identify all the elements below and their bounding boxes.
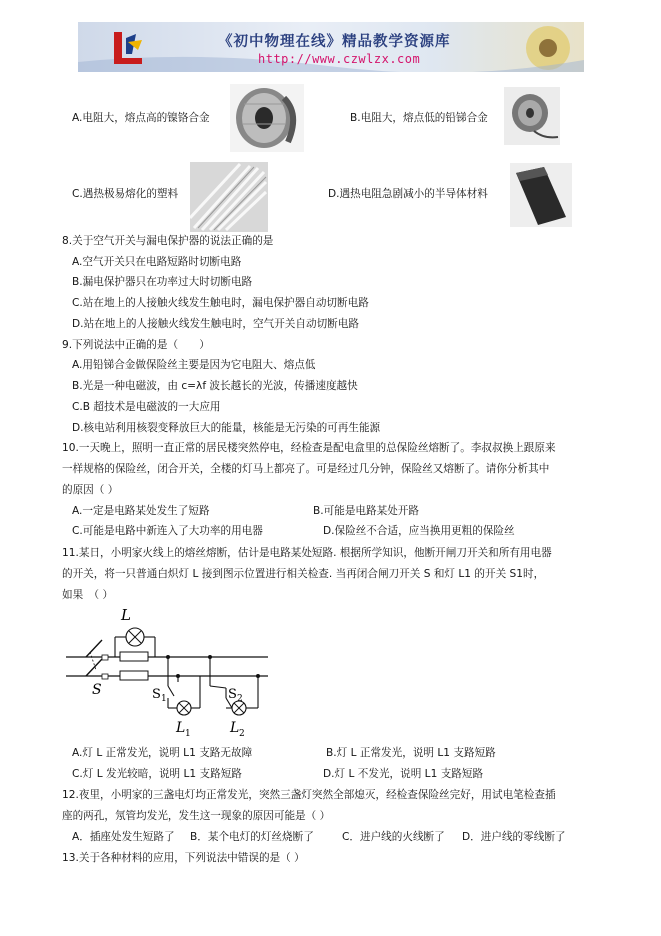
q8-option-b: B.漏电保护器只在功率过大时切断电路 xyxy=(72,276,253,288)
q10-option-c: C.可能是电路中新连入了大功率的用电器 xyxy=(72,525,263,537)
q7-option-a: A.电阻大，熔点高的镍铬合金 xyxy=(72,112,210,124)
semiconductor-block-photo xyxy=(510,163,572,227)
q7-option-d: D.遇热电阻急剧减小的半导体材料 xyxy=(328,188,488,200)
q11-option-c: C.灯 L 发光较暗，说明 L1 支路短路 xyxy=(72,768,242,780)
banner-url[interactable]: http://www.czwlzx.com xyxy=(258,52,421,66)
switch-s1 xyxy=(168,686,174,696)
q13-stem: 13.关于各种材料的应用，下列说法中错误的是（ ） xyxy=(62,852,305,864)
label-s: S xyxy=(92,682,102,698)
label-l2: L xyxy=(230,720,240,736)
q8-option-a: A.空气开关只在电路短路时切断电路 xyxy=(72,256,242,268)
q8-option-c: C.站在地上的人接触火线发生触电时，漏电保护器自动切断电路 xyxy=(72,297,369,309)
label-s1-sub: 1 xyxy=(161,694,167,704)
q12-option-d: D．进户线的零线断了 xyxy=(462,831,566,843)
q11-option-d: D.灯 L 不发光，说明 L1 支路短路 xyxy=(323,768,484,780)
label-s2: S xyxy=(228,687,237,702)
q10-option-a: A.一定是电路某处发生了短路 xyxy=(72,505,210,517)
q9-stem: 9.下列说法中正确的是（ ） xyxy=(62,339,210,351)
q12-stem-line2: 座的两孔，氖管均发光，发生这一现象的原因可能是（ ） xyxy=(62,810,331,822)
q9-option-d: D.核电站利用核裂变释放巨大的能量，核能是无污染的可再生能源 xyxy=(72,422,381,434)
fuse-neutral xyxy=(120,671,148,680)
q11-stem-line2: 的开关，将一只普通白炽灯 L 接到图示位置进行相关检查. 当再闭合闸刀开关 S 和灯 L1 的开关 S1时， xyxy=(62,568,545,580)
label-s1: S xyxy=(152,687,161,702)
q9-option-b: B.光是一种电磁波，由 c=λf 波长越长的光波，传播速度越快 xyxy=(72,380,358,392)
q10-stem-line3: 的原因（ ） xyxy=(62,484,119,496)
q10-stem-line2: 一样规格的保险丝，闭合开关，全楼的灯马上都亮了。可是经过几分钟，保险丝又熔断了。请你分析其中 xyxy=(62,463,550,475)
q10-stem-line1: 10.一天晚上，照明一直正常的居民楼突然停电，经检查是配电盒里的总保险丝熔断了。李叔叔换上跟原来 xyxy=(62,442,556,454)
label-l2-sub: 2 xyxy=(239,729,245,739)
logo-icon xyxy=(108,28,148,68)
switch-s-blade-1 xyxy=(86,640,102,657)
q7-option-b: B.电阻大，熔点低的铅锑合金 xyxy=(350,112,488,124)
label-l1: L xyxy=(176,720,186,736)
banner-title: 《初中物理在线》精品教学资源库 xyxy=(218,33,451,50)
q12-stem-line1: 12.夜里，小明家的三盏电灯均正常发光，突然三盏灯突然全部熄灭，经检查保险丝完好，用试电笔检查插 xyxy=(62,789,556,801)
q9-option-a: A.用铅锑合金做保险丝主要是因为它电阻大、熔点低 xyxy=(72,359,316,371)
q11-circuit-diagram xyxy=(60,600,280,740)
q12-option-a: A．插座处发生短路了 xyxy=(72,831,175,843)
q11-stem-line3: 如果 （ ） xyxy=(62,589,114,601)
q11-stem-line1: 11.某日，小明家火线上的熔丝熔断，估计是电路某处短路. 根据所学知识，他断开闸刀开关和所有用电器 xyxy=(62,547,552,559)
q11-option-b: B.灯 L 正常发光，说明 L1 支路短路 xyxy=(326,747,496,759)
header-banner xyxy=(78,22,584,72)
q11-option-a: A.灯 L 正常发光，说明 L1 支路无故障 xyxy=(72,747,253,759)
q8-option-d: D.站在地上的人接触火线发生触电时，空气开关自动切断电路 xyxy=(72,318,359,330)
switch-s-blade-2 xyxy=(86,659,102,676)
q7-option-c: C.遇热极易熔化的塑料 xyxy=(72,188,179,200)
label-l1-sub: 1 xyxy=(185,729,191,739)
plastic-sticks-photo xyxy=(190,162,268,232)
label-s2-sub: 2 xyxy=(237,694,243,704)
fuse-live xyxy=(120,652,148,661)
q8-stem: 8.关于空气开关与漏电保护器的说法正确的是 xyxy=(62,235,274,247)
q12-option-b: B．某个电灯的灯丝烧断了 xyxy=(190,831,314,843)
q10-option-b: B.可能是电路某处开路 xyxy=(313,505,419,517)
q12-option-c: C．进户线的火线断了 xyxy=(342,831,445,843)
q9-option-c: C.B 超技术是电磁波的一大应用 xyxy=(72,401,221,413)
fuse-wire-spool-photo xyxy=(504,87,560,145)
label-l: L xyxy=(121,606,131,624)
q10-option-d: D.保险丝不合适，应当换用更粗的保险丝 xyxy=(323,525,515,537)
nichrome-coil-photo xyxy=(230,84,304,152)
